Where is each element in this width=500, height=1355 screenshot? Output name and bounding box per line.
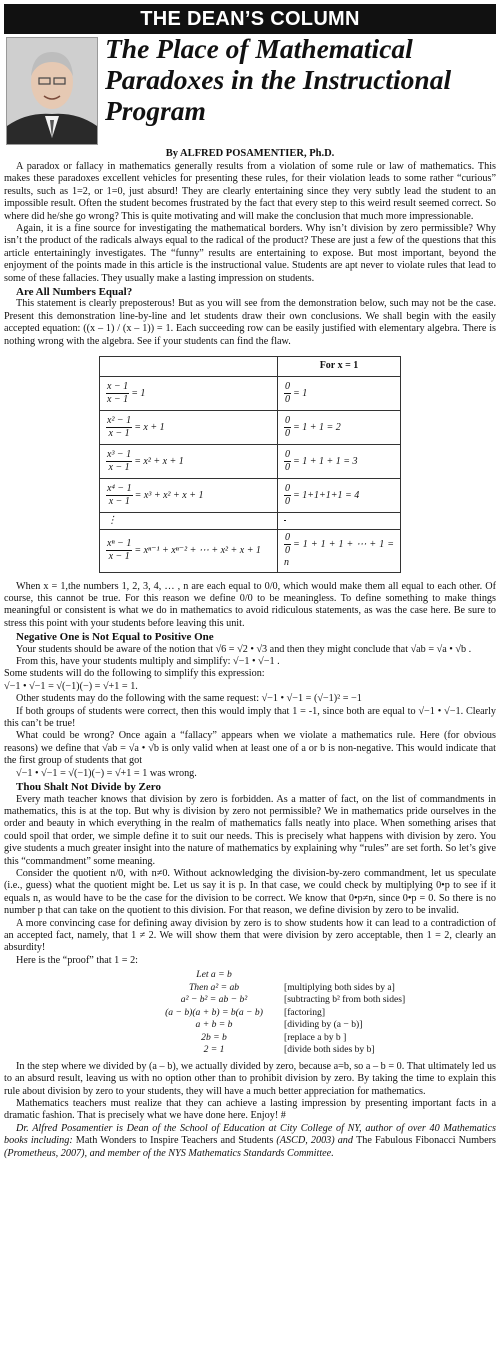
paragraph: What could be wrong? Once again a “fallacy” appears when we violate a mathematics rule. Here (for obvious reasons) we define that √ab = √a • √b is only valid when at least one of a or b is non-negative. This would indicate that the first group of students that got	[4, 730, 496, 767]
numerator: x⁴ − 1	[107, 482, 132, 494]
column-banner: THE DEAN’S COLUMN	[4, 4, 496, 34]
right-hand-side: = 1 + 1 + 1 + ⋯ + 1 = n	[284, 539, 394, 569]
paragraph: A paradox or fallacy in mathematics generally results from a violation of some rule or law of mathematics. This makes these paradoxes excellent vehicles for presenting these rules, for their violation leads to some rather “curious” results, such as 1=2, or 1=0, just absurd! They are clearly entertaining since they very subtly lead the student to an impossible result. Often the student becomes frustrated by the fact that every step to this weird result seemed correct. So where did he/she go wrong? This is quite motivating and will make the conclusion that much more impressionable.	[4, 161, 496, 222]
general-cell	[100, 410, 278, 444]
fraction-table	[99, 356, 401, 573]
proof-step	[144, 1019, 496, 1032]
table-header: For x = 1	[278, 357, 401, 376]
proof-equation: Then a² = ab	[188, 981, 240, 993]
author-photo	[6, 37, 98, 145]
section-heading: Thou Shalt Not Divide by Zero	[16, 781, 161, 794]
numerator: 0	[285, 532, 290, 544]
right-hand-side: = 1	[131, 387, 146, 399]
fraction	[106, 483, 133, 508]
proof-justification: [dividing by (a − b)]	[284, 1019, 363, 1031]
paragraph: In the step where we divided by (a – b), we actually divided by zero, because a=b, so a – b = 0. That ultimately led us to an absurd result, leaving us with no option other than to prohibit division by zero. By taking the time to explain this rule about division by zero to your students, they will have a much better appreciation for mathematics.	[4, 1060, 496, 1097]
denominator: x − 1	[108, 427, 130, 439]
paragraph: Every math teacher knows that division by zero is forbidden. As a matter of fact, on the list of commandments in mathematics, this is at the top. But why is division by zero not permissible? We in mathematics pride ourselves in the order and beauty in which everything in the realm of mathematics falls neatly into place. When something arises that could spoil that order, we simple define it to suit our needs. This is precisely what happens with division by zero. You give students a much greater insight into the nature of mathematics by explaining why “rules” are set forth. So let’s give this “commandment” some meaning.	[4, 793, 496, 867]
section-heading: Are All Numbers Equal?	[16, 286, 133, 299]
numerator: x − 1	[107, 380, 129, 392]
x-equals-one-cell	[278, 444, 401, 478]
x-equals-one-cell	[278, 478, 401, 512]
right-hand-side: = 1 + 1 = 2	[293, 421, 341, 433]
numerator: 0	[285, 482, 290, 494]
proof-equation: a² − b² = ab − b²	[180, 994, 248, 1006]
numerator: x³ − 1	[107, 448, 132, 460]
general-cell	[100, 376, 278, 410]
proof-step	[144, 1044, 496, 1057]
paragraph: If both groups of students were correct, then this would imply that 1 = -1, since both are equal to √−1 • √−1. Clearly this can’t be true!	[4, 705, 496, 730]
denominator: x − 1	[108, 551, 130, 563]
denominator: 0	[285, 461, 290, 473]
right-hand-side: = x + 1	[134, 421, 165, 433]
math-line: √−1 • √−1 = √(−1)(−) = √+1 = 1 was wrong.	[16, 767, 197, 779]
general-cell	[100, 530, 278, 572]
article-body	[4, 161, 496, 1160]
denominator: x − 1	[107, 393, 129, 405]
paragraph: Your students should be aware of the notion that √6 = √2 • √3 and then they might conclude that √ab = √a • √b .	[16, 643, 472, 655]
general-cell	[100, 478, 278, 512]
numerator: xⁿ − 1	[107, 538, 132, 550]
x-equals-one-cell	[278, 512, 401, 530]
fraction	[284, 415, 291, 440]
paragraph: A more convincing case for defining away division by zero is to show students how it can lead to a contradiction of an accepted fact, namely, that 1 ≠ 2. We will show them that were division by zero acceptable, then 1 = 2, clearly an absurdity!	[4, 917, 496, 954]
right-hand-side: = 1 + 1 + 1 = 3	[293, 455, 358, 467]
proof-equation: a + b = b	[195, 1019, 233, 1031]
paragraph: Consider the quotient n/0, with n≠0. Without acknowledging the division-by-zero commandment, let us speculate (i.e., guess) what the quotient might be. Let us say it is p. In that case, we could check by multiplying 0•p to see if it equals n, as would have to be the case for the division to be correct. We know that 0•p≠n, since 0•p = 0. So there is no number p that can take on the quotient to this division. For that reason, we define division by zero to be invalid.	[4, 867, 496, 917]
denominator: x − 1	[108, 461, 130, 473]
proof-justification: [subtracting b² from both sides]	[284, 994, 406, 1006]
byline: By ALFRED POSAMENTIER, Ph.D.	[165, 148, 335, 159]
proof-equation: 2 = 1	[203, 1044, 225, 1056]
paragraph: This statement is clearly preposterous! But as you will see from the demonstration below, such may not be the case. Present this demonstration line-by-line and let students draw their own conclusions. We shall begin with the easily accepted equation: ((x – 1) / (x – 1)) = 1. Each succeeding row can be easily justified with elementary algebra. There is nothing wrong with the algebra. See if your students can find the flaw.	[4, 298, 496, 347]
article-page	[0, 4, 500, 1355]
fraction	[284, 381, 291, 406]
denominator: 0	[285, 393, 290, 405]
fraction	[284, 520, 286, 521]
numerator: ⋮	[107, 514, 117, 526]
proof-step	[144, 969, 496, 982]
numerator: 0	[285, 414, 290, 426]
x-equals-one-cell	[278, 530, 401, 572]
fraction	[284, 532, 291, 557]
numerator: x² − 1	[107, 414, 132, 426]
book-title: Math Wonders to Inspire Teachers and Students	[75, 1135, 274, 1147]
proof-justification: [divide both sides by b]	[284, 1044, 375, 1056]
bio-text: (ASCD, 2003) and	[273, 1135, 357, 1147]
general-cell	[100, 444, 278, 478]
article-title: The Place of Mathematical Paradoxes in the Instructional Program	[105, 33, 452, 126]
proof-step	[144, 994, 496, 1007]
right-hand-side: = x³ + x² + x + 1	[134, 489, 204, 501]
book-title: The Fabulous Fibonacci Numbers	[356, 1135, 496, 1147]
proof-step	[144, 1007, 496, 1020]
proof-justification	[284, 969, 496, 982]
proof-justification: [replace a by b ]	[284, 1031, 347, 1043]
proof-block	[144, 969, 496, 1057]
proof-justification: [factoring]	[284, 1006, 326, 1018]
numerator	[284, 520, 286, 521]
fraction	[284, 449, 291, 474]
author-bio	[4, 1123, 496, 1160]
right-hand-side: = 1+1+1+1 = 4	[293, 489, 360, 501]
bio-text: Dr. Alfred Posamentier is Dean of the School of Education at City College of NY, author of over 40 Mathematics books including:	[4, 1122, 496, 1147]
x-equals-one-cell	[278, 376, 401, 410]
general-cell	[100, 512, 278, 530]
right-hand-side: = xⁿ⁻¹ + xⁿ⁻² + ⋯ + x² + x + 1	[134, 545, 261, 557]
fraction	[106, 515, 118, 527]
paragraph: Mathematics teachers must realize that they can achieve a lasting impression by presenting important facts in a dramatic fashion. That is precisely what we have done here. Enjoy! #	[4, 1097, 496, 1122]
table-row	[100, 376, 401, 410]
section-heading: Negative One is Not Equal to Positive One	[16, 631, 214, 644]
fraction	[106, 538, 132, 563]
proof-equation: 2b = b	[201, 1031, 227, 1043]
numerator: 0	[285, 380, 290, 392]
numerator: 0	[285, 448, 290, 460]
paragraph: Some students will do the following to simplify this expression:	[4, 668, 265, 680]
proof-equation: (a − b)(a + b) = b(a − b)	[165, 1006, 263, 1018]
table-row	[100, 444, 401, 478]
math-line: √−1 • √−1 = √(−1)(−) = √+1 = 1.	[4, 680, 138, 692]
table-row	[100, 478, 401, 512]
article-header	[4, 33, 496, 145]
proof-equation: Let a = b	[196, 969, 232, 981]
proof-step	[144, 1032, 496, 1045]
table-row	[100, 530, 401, 572]
denominator: 0	[285, 495, 290, 507]
fraction	[106, 381, 129, 406]
denominator: 0	[285, 427, 290, 439]
table-row	[100, 410, 401, 444]
denominator: x − 1	[108, 495, 130, 507]
fraction	[106, 449, 132, 474]
table-header-blank	[100, 357, 278, 376]
x-equals-one-cell	[278, 410, 401, 444]
bio-text: (Prometheus, 2007), and member of the NYS Mathematics Standards Committee.	[4, 1147, 334, 1159]
paragraph: Here is the “proof” that 1 = 2:	[16, 954, 139, 966]
paragraph: Other students may do the following with the same request: √−1 • √−1 = (√−1)² = −1	[16, 693, 362, 705]
right-hand-side: = x² + x + 1	[134, 455, 184, 467]
proof-step	[144, 982, 496, 995]
denominator: 0	[285, 545, 290, 557]
fraction	[284, 483, 291, 508]
fraction	[106, 415, 132, 440]
paragraph: Again, it is a fine source for investigating the mathematical borders. Why isn’t division by zero permissible? Why isn’t the product of the radicals always equal to the radical of the product? These are just a few of the questions that this article entertainingly investigates. The “funny” results are entertaining to expose. But most important, beyond the enjoyment of the points made in this article is the instructional value. Students are apt never to violate rules that lead to some of these fallacies. They usually make a lasting impression on students.	[4, 223, 496, 284]
table-row	[100, 512, 401, 530]
proof-justification: [multiplying both sides by a]	[284, 981, 395, 993]
paragraph: When x = 1,the numbers 1, 2, 3, 4, … , n are each equal to 0/0, which would make them all equal to each other. Of course, this cannot be true. For this reason we define 0/0 to be meaningless. To define something to make things meaningful or consistent is what we do in mathematics to avoid ridiculous statements, as was the case here. Be sure to stress this point with your students before leaving this unit.	[4, 580, 496, 629]
right-hand-side: = 1	[293, 387, 308, 399]
paragraph: From this, have your students multiply and simplify: √−1 • √−1 .	[16, 656, 280, 668]
